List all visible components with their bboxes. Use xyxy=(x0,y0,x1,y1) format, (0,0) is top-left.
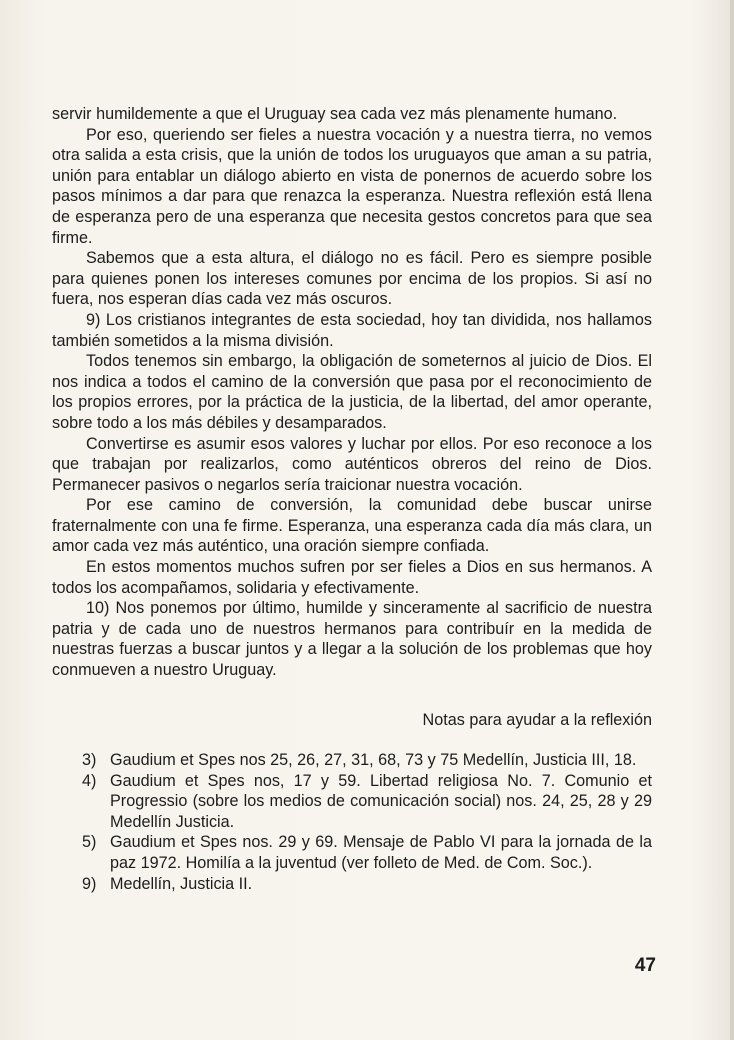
note-text: Gaudium et Spes nos. 29 y 69. Mensaje de Pablo VI para la jornada de la paz 1972. Homilía a la juventud (ver folleto de Med. de Com. Soc.). xyxy=(110,833,652,872)
notes-heading: Notas para ayudar a la reflexión xyxy=(422,711,652,729)
note-item xyxy=(82,771,652,833)
note-text: Medellín, Justicia II. xyxy=(110,874,253,893)
note-item xyxy=(82,750,652,771)
paragraph: En estos momentos muchos sufren por ser fieles a Dios en sus hermanos. A todos los acompañamos, solidaria y efectivamente. xyxy=(52,558,652,597)
notes-list xyxy=(82,750,652,894)
paragraph: Por eso, queriendo ser fieles a nuestra vocación y a nuestra tierra, no vemos otra salida a esta crisis, que la unión de todos los uruguayos que aman a su patria, unión para entablar un diálogo abierto en vista de ponernos de acuerdo sobre los pasos mínimos a dar para que renazca la esperanza. Nuestra reflexión está llena de esperanza pero de una esperanza que necesita gestos concretos para que sea firme. xyxy=(52,125,652,247)
page-number: 47 xyxy=(634,955,656,976)
note-number: 4) xyxy=(82,771,97,790)
body-text xyxy=(52,104,652,681)
note-text: Gaudium et Spes nos 25, 26, 27, 31, 68, 73 y 75 Medellín, Justicia III, 18. xyxy=(110,751,637,769)
note-number: 5) xyxy=(82,833,97,852)
paragraph: Convertirse es asumir esos valores y luchar por ellos. Por eso reconoce a los que trabajan por realizarlos, como auténticos obreros del reino de Dios. Permanecer pasivos o negarlos sería traicionar nuestra vocación. xyxy=(52,434,652,494)
paragraph: Todos tenemos sin embargo, la obligación de someternos al juicio de Dios. El nos indica a todos el camino de la conversión que pasa por el reconocimiento de los propios errores, por la práctica de la justicia, de la libertad, del amor operante, sobre todo a los más débiles y desamparados. xyxy=(52,352,652,432)
note-number: 9) xyxy=(82,874,97,893)
note-item xyxy=(82,832,652,873)
paragraph: 10) Nos ponemos por último, humilde y sinceramente al sacrificio de nuestra patria y de cada uno de nuestros hermanos para contribuír en la medida de nuestras fuerzas a buscar juntos y a llegar a la solución de los problemas que hoy conmueven a nuestro Uruguay. xyxy=(52,599,652,680)
paragraph: Sabemos que a esta altura, el diálogo no es fácil. Pero es siempre posible para quienes ponen los intereses comunes por encima de los propios. Si así no fuera, nos esperan días cada vez más oscuros. xyxy=(52,249,652,309)
note-text: Gaudium et Spes nos, 17 y 59. Libertad religiosa No. 7. Comunio et Progressio (sobre los medios de comunicación social) nos. 24, 25, 28 y 29 Medellín Justicia. xyxy=(110,771,652,831)
paragraph: 9) Los cristianos integrantes de esta sociedad, hoy tan dividida, nos hallamos también sometidos a la misma división. xyxy=(52,310,652,350)
paragraph: servir humildemente a que el Uruguay sea cada vez más plenamente humano. xyxy=(52,105,618,123)
paragraph: Por ese camino de conversión, la comunidad debe buscar unirse fraternalmente con una fe firme. Esperanza, una esperanza cada día más clara, un amor cada vez más auténtico, una oración siempre confiada. xyxy=(52,496,652,556)
page-edge xyxy=(730,0,734,1040)
note-number: 3) xyxy=(82,751,97,769)
note-item xyxy=(82,874,652,895)
